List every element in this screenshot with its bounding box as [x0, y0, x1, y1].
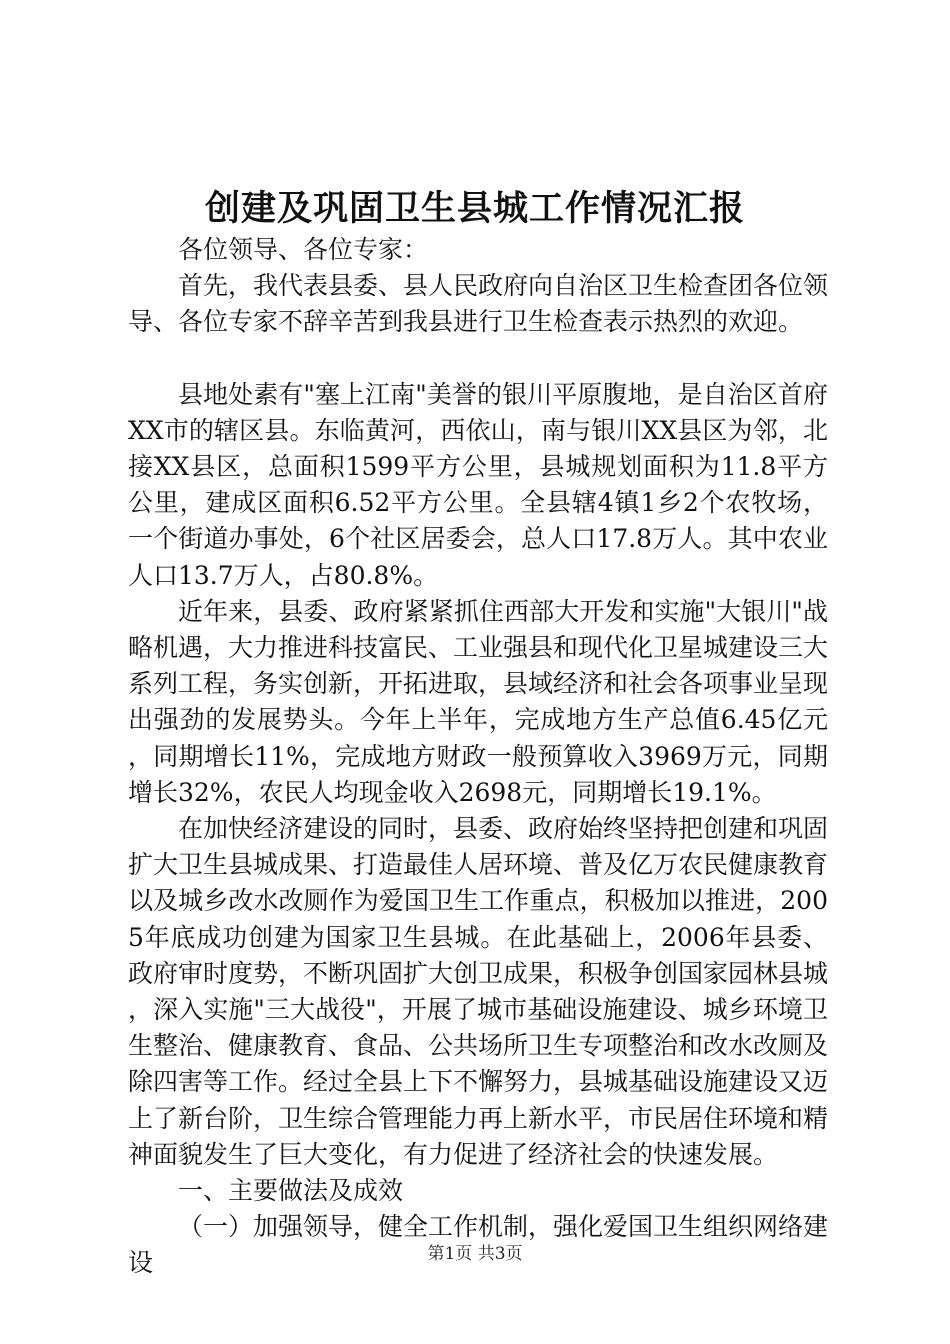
- welcome-paragraph: 首先，我代表县委、县人民政府向自治区卫生检查团各位领导、各位专家不辞辛苦到我县进行卫生检查表示热烈的欢迎。: [128, 271, 829, 337]
- county-overview-paragraph: 县地处素有"塞上江南"美誉的银川平原腹地，是自治区首府XX市的辖区县。东临黄河，西依山，南与银川XX县区为邻，北接XX县区，总面积1599平方公里，县城规划面积为11.8平方公里，建成区面积6.52平方公里。全县辖4镇1乡2个农牧场，一个街道办事处，6个社区居委会，总人口17.8万人。其中农业人口13.7万人，占80.8%。: [128, 379, 828, 590]
- subsection-heading: （一）加强领导，健全工作机制，强化爱国卫生组织网络建设: [128, 1212, 829, 1278]
- paragraph-spacer: [128, 341, 828, 377]
- salutation-paragraph: 各位领导、各位专家：: [178, 235, 429, 264]
- page-number-footer: 第1页 共3页: [427, 1244, 523, 1264]
- economic-development-paragraph: 近年来，县委、政府紧紧抓住西部大开发和实施"大银川"战略机遇，大力推进科技富民、工业强县和现代化卫星城建设三大系列工程，务实创新，开拓进取，县域经济和社会各项事业呈现出强劲的发展势头。今年上半年，完成地方生产总值6.45亿元，同期增长11%，完成地方财政一般预算收入3969万元，同期增长32%，农民人均现金收入2698元，同期增长19.1%。: [128, 596, 829, 807]
- document-title: 创建及巩固卫生县城工作情况汇报: [204, 188, 745, 229]
- section-heading: 一、主要做法及成效: [178, 1176, 404, 1206]
- sanitation-work-paragraph: 在加快经济建设的同时，县委、政府始终坚持把创建和巩固扩大卫生县城成果、打造最佳人居环境、普及亿万农民健康教育以及城乡改水改厕作为爱国卫生工作重点，积极加以推进，2005年底成功创建为国家卫生县城。在此基础上，2006年县委、政府审时度势，不断巩固扩大创卫成果，积极争创国家园林县城，深入实施"三大战役"，开展了城市基础设施建设、城乡环境卫生整治、健康教育、食品、公共场所卫生专项整治和改水改厕及除四害等工作。经过全县上下不懈努力，县城基础设施建设又迈上了新台阶，卫生综合管理能力再上新水平，市民居住环境和精神面貌发生了巨大变化，有力促进了经济社会的快速发展。: [128, 814, 829, 1169]
- document-body: [128, 232, 828, 1282]
